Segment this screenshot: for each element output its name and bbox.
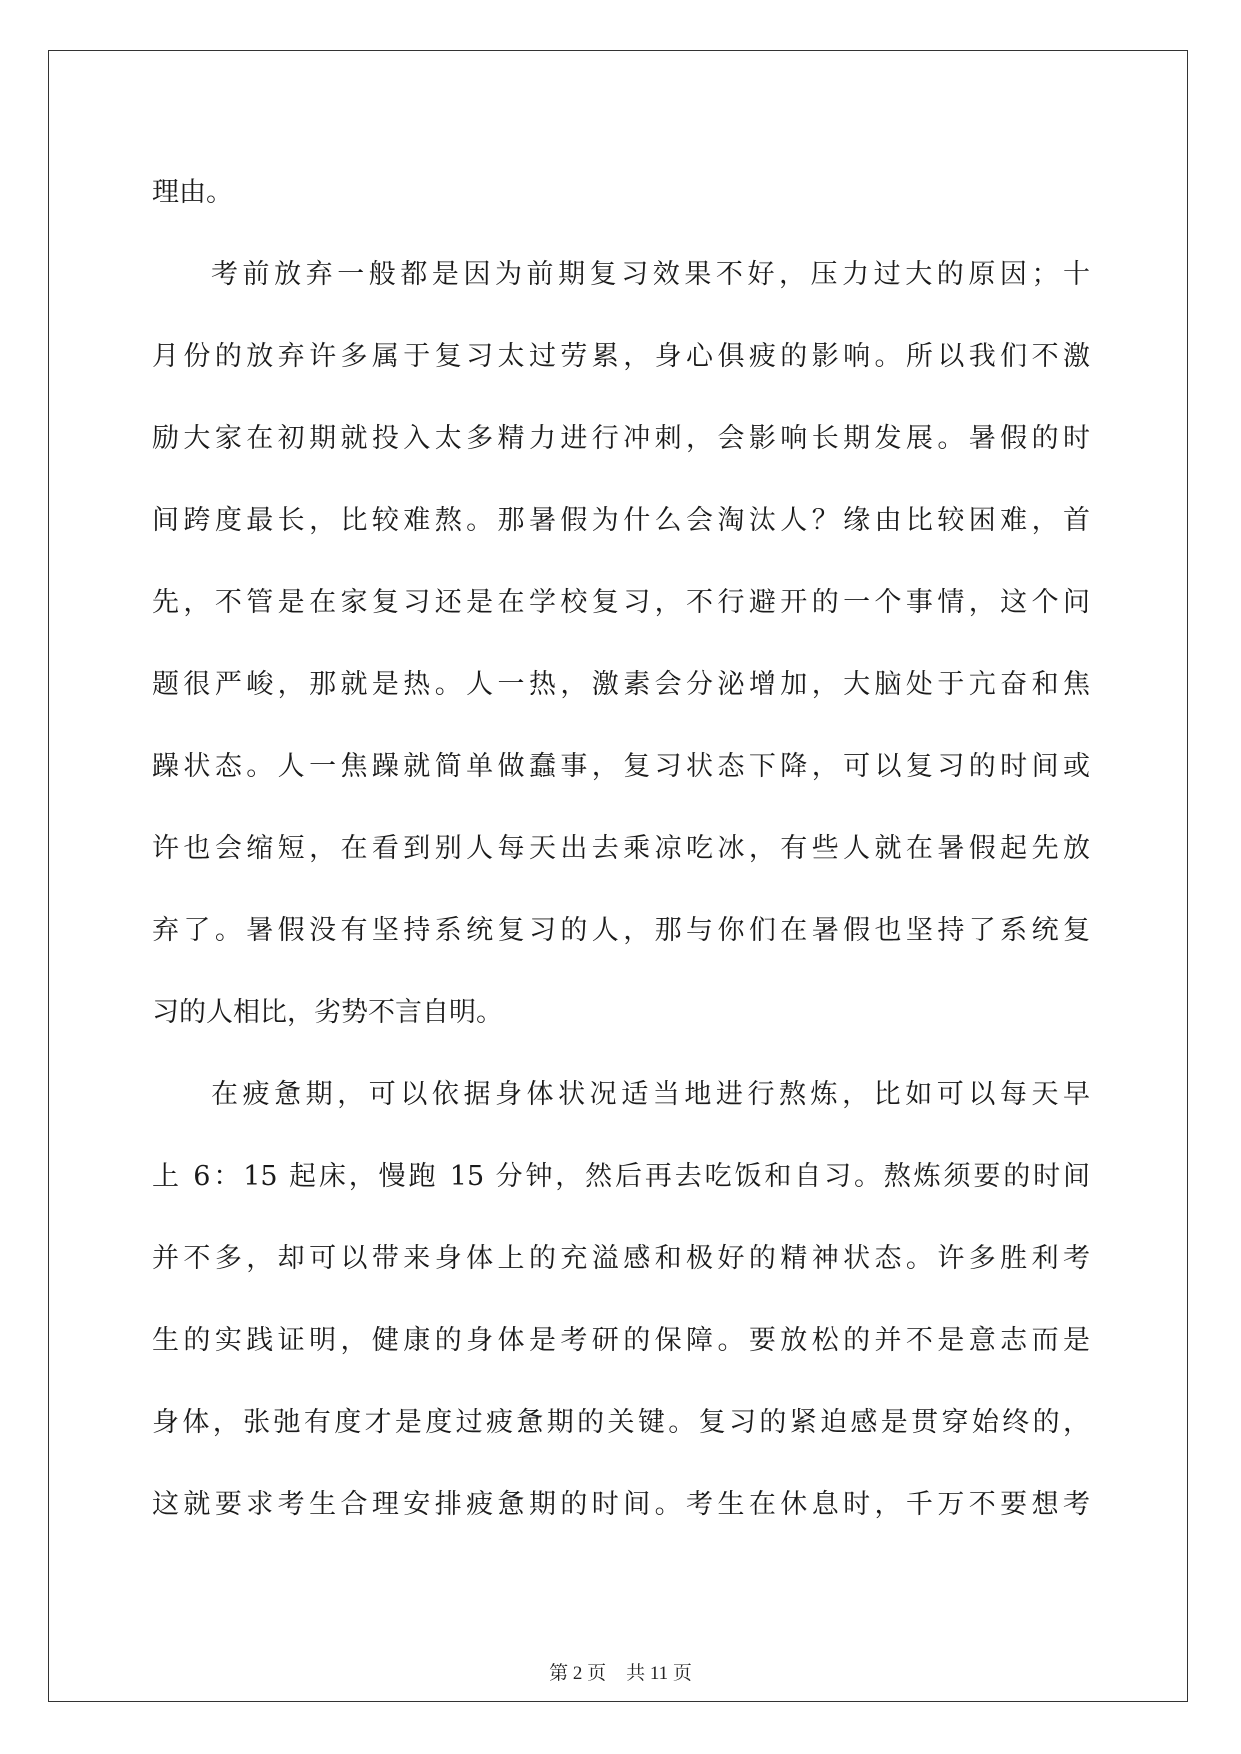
text-line: 习的人相比，劣势不言自明。 (152, 997, 503, 1028)
text-line: 身体，张弛有度才是度过疲惫期的关键。复习的紧迫感是贯穿始终的， (152, 1407, 1090, 1438)
text-line: 先，不管是在家复习还是在学校复习，不行避开的一个事情，这个问 (152, 587, 1090, 618)
page-total: 共 11 页 (626, 1663, 692, 1684)
text-line: 生的实践证明，健康的身体是考研的保障。要放松的并不是意志而是 (152, 1325, 1090, 1356)
page-footer (0, 1662, 1241, 1686)
text-line: 躁状态。人一焦躁就简单做蠢事，复习状态下降，可以复习的时间或 (152, 751, 1090, 782)
text-line: 月份的放弃许多属于复习太过劳累，身心俱疲的影响。所以我们不激 (152, 341, 1090, 372)
text-line: 间跨度最长，比较难熬。那暑假为什么会淘汰人？缘由比较困难，首 (152, 505, 1090, 536)
page-number: 第 2 页 (549, 1663, 607, 1684)
text-line: 在疲惫期，可以依据身体状况适当地进行熬炼，比如可以每天早 (211, 1079, 1090, 1110)
text-line: 励大家在初期就投入太多精力进行冲刺，会影响长期发展。暑假的时 (152, 423, 1090, 454)
text-line: 理由。 (152, 177, 233, 208)
document-body (152, 152, 1090, 1546)
text-line: 上 6：15 起床，慢跑 15 分钟，然后再去吃饭和自习。熬炼须要的时间 (152, 1161, 1090, 1192)
text-line: 这就要求考生合理安排疲惫期的时间。考生在休息时，千万不要想考 (152, 1489, 1090, 1520)
text-line: 题很严峻，那就是热。人一热，激素会分泌增加，大脑处于亢奋和焦 (152, 669, 1090, 700)
text-line: 并不多，却可以带来身体上的充溢感和极好的精神状态。许多胜利考 (152, 1243, 1090, 1274)
text-line: 考前放弃一般都是因为前期复习效果不好，压力过大的原因；十 (211, 259, 1090, 290)
text-line: 许也会缩短，在看到别人每天出去乘凉吃冰，有些人就在暑假起先放 (152, 833, 1090, 864)
text-line: 弃了。暑假没有坚持系统复习的人，那与你们在暑假也坚持了系统复 (152, 915, 1090, 946)
